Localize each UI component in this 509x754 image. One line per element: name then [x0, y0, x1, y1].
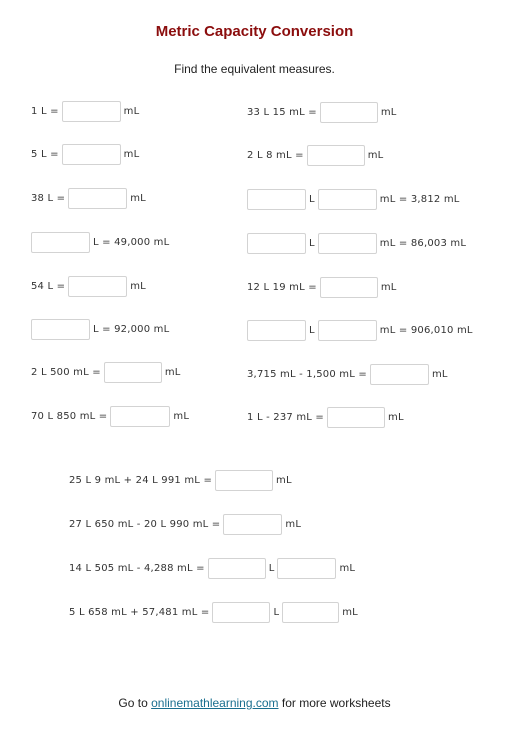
problem-2-answer-input[interactable] — [320, 102, 378, 123]
problem-14-answer-input[interactable] — [370, 364, 429, 385]
problem-15-prompt: 70 L 850 mL = — [31, 411, 108, 422]
problem-1-answer-input[interactable] — [62, 101, 121, 122]
problem-7 — [28, 232, 169, 253]
problem-8-milliliters-input[interactable] — [318, 233, 377, 254]
problem-1 — [31, 101, 139, 122]
problem-3 — [31, 144, 139, 165]
problem-11 — [28, 319, 169, 340]
problem-19 — [69, 558, 355, 579]
problem-5 — [31, 188, 146, 209]
problem-20-liters-unit: L — [273, 607, 280, 618]
problem-18-unit: mL — [285, 519, 302, 530]
problem-14-unit: mL — [431, 369, 448, 380]
problem-2-unit: mL — [380, 107, 397, 118]
problem-4-unit: mL — [367, 150, 384, 161]
problem-16-prompt: 1 L - 237 mL = — [247, 412, 325, 423]
footer-text-after: for more worksheets — [281, 696, 391, 710]
problem-6-liters-input[interactable] — [247, 189, 306, 210]
problem-19-prompt: 14 L 505 mL - 4,288 mL = — [69, 563, 205, 574]
problem-5-answer-input[interactable] — [68, 188, 127, 209]
problem-5-unit: mL — [130, 193, 146, 204]
problem-17-prompt: 25 L 9 mL + 24 L 991 mL = — [69, 475, 213, 486]
problem-20-liters-input[interactable] — [212, 602, 270, 623]
problem-15-unit: mL — [173, 411, 190, 422]
problem-18 — [69, 514, 301, 535]
problem-18-answer-input[interactable] — [223, 514, 282, 535]
problem-20-milliliters-input[interactable] — [282, 602, 339, 623]
problem-3-unit: mL — [123, 149, 140, 160]
problem-13-answer-input[interactable] — [104, 362, 162, 383]
problem-4 — [247, 145, 383, 166]
problem-9 — [31, 276, 146, 297]
problem-6-liters-unit: L — [309, 194, 315, 205]
problem-10-answer-input[interactable] — [320, 277, 378, 298]
problem-1-unit: mL — [123, 106, 140, 117]
problem-12-equation: mL = 906,010 mL — [379, 325, 473, 336]
problem-7-answer-input[interactable] — [31, 232, 90, 253]
problem-10-prompt: 12 L 19 mL = — [247, 282, 317, 293]
problem-9-unit: mL — [130, 281, 146, 292]
problem-7-equation: L = 49,000 mL — [93, 237, 170, 248]
worksheet-instructions: Find the equivalent measures. — [174, 62, 335, 76]
problem-6-equation: mL = 3,812 mL — [379, 194, 460, 205]
problem-18-prompt: 27 L 650 mL - 20 L 990 mL = — [69, 519, 221, 530]
problem-14-prompt: 3,715 mL - 1,500 mL = — [247, 369, 367, 380]
problem-11-equation: L = 92,000 mL — [93, 324, 170, 335]
problem-3-prompt: 5 L = — [31, 149, 59, 160]
problem-12-liters-input[interactable] — [247, 320, 306, 341]
problem-2 — [247, 102, 397, 123]
problem-5-prompt: 38 L = — [31, 193, 66, 204]
problem-4-answer-input[interactable] — [307, 145, 365, 166]
problem-6 — [244, 189, 460, 210]
problem-10-unit: mL — [380, 282, 397, 293]
footer-link[interactable]: onlinemathlearning.com — [151, 696, 279, 710]
worksheet-title: Metric Capacity Conversion — [155, 23, 354, 40]
problem-8-liters-input[interactable] — [247, 233, 306, 254]
problem-19-liters-input[interactable] — [208, 558, 266, 579]
problem-6-milliliters-input[interactable] — [318, 189, 377, 210]
problem-13-unit: mL — [164, 367, 181, 378]
footer-text-before: Go to — [118, 696, 148, 710]
problem-9-prompt: 54 L = — [31, 281, 66, 292]
problem-15-answer-input[interactable] — [110, 406, 170, 427]
problem-15 — [31, 406, 189, 427]
problem-16 — [247, 407, 404, 428]
problem-8-liters-unit: L — [309, 238, 315, 249]
problem-3-answer-input[interactable] — [62, 144, 121, 165]
problem-13-prompt: 2 L 500 mL = — [31, 367, 101, 378]
problem-13 — [31, 362, 181, 383]
problem-12 — [244, 320, 473, 341]
problem-12-milliliters-input[interactable] — [318, 320, 377, 341]
problem-8 — [244, 233, 466, 254]
problem-19-unit: mL — [339, 563, 356, 574]
problem-11-answer-input[interactable] — [31, 319, 90, 340]
problem-4-prompt: 2 L 8 mL = — [247, 150, 304, 161]
problem-8-equation: mL = 86,003 mL — [379, 238, 467, 249]
problem-10 — [247, 277, 397, 298]
problem-16-answer-input[interactable] — [327, 407, 385, 428]
problem-16-unit: mL — [388, 412, 404, 423]
problem-14 — [247, 364, 448, 385]
problem-12-liters-unit: L — [309, 325, 315, 336]
problem-17-answer-input[interactable] — [215, 470, 273, 491]
problem-20-prompt: 5 L 658 mL + 57,481 mL = — [69, 607, 210, 618]
problem-2-prompt: 33 L 15 mL = — [247, 107, 317, 118]
problem-19-liters-unit: L — [268, 563, 275, 574]
problem-17-unit: mL — [276, 475, 292, 486]
problem-19-milliliters-input[interactable] — [277, 558, 336, 579]
problem-1-prompt: 1 L = — [31, 106, 59, 117]
problem-20 — [69, 602, 358, 623]
problem-17 — [69, 470, 292, 491]
problem-20-unit: mL — [342, 607, 358, 618]
footer — [0, 696, 509, 710]
problem-9-answer-input[interactable] — [68, 276, 127, 297]
